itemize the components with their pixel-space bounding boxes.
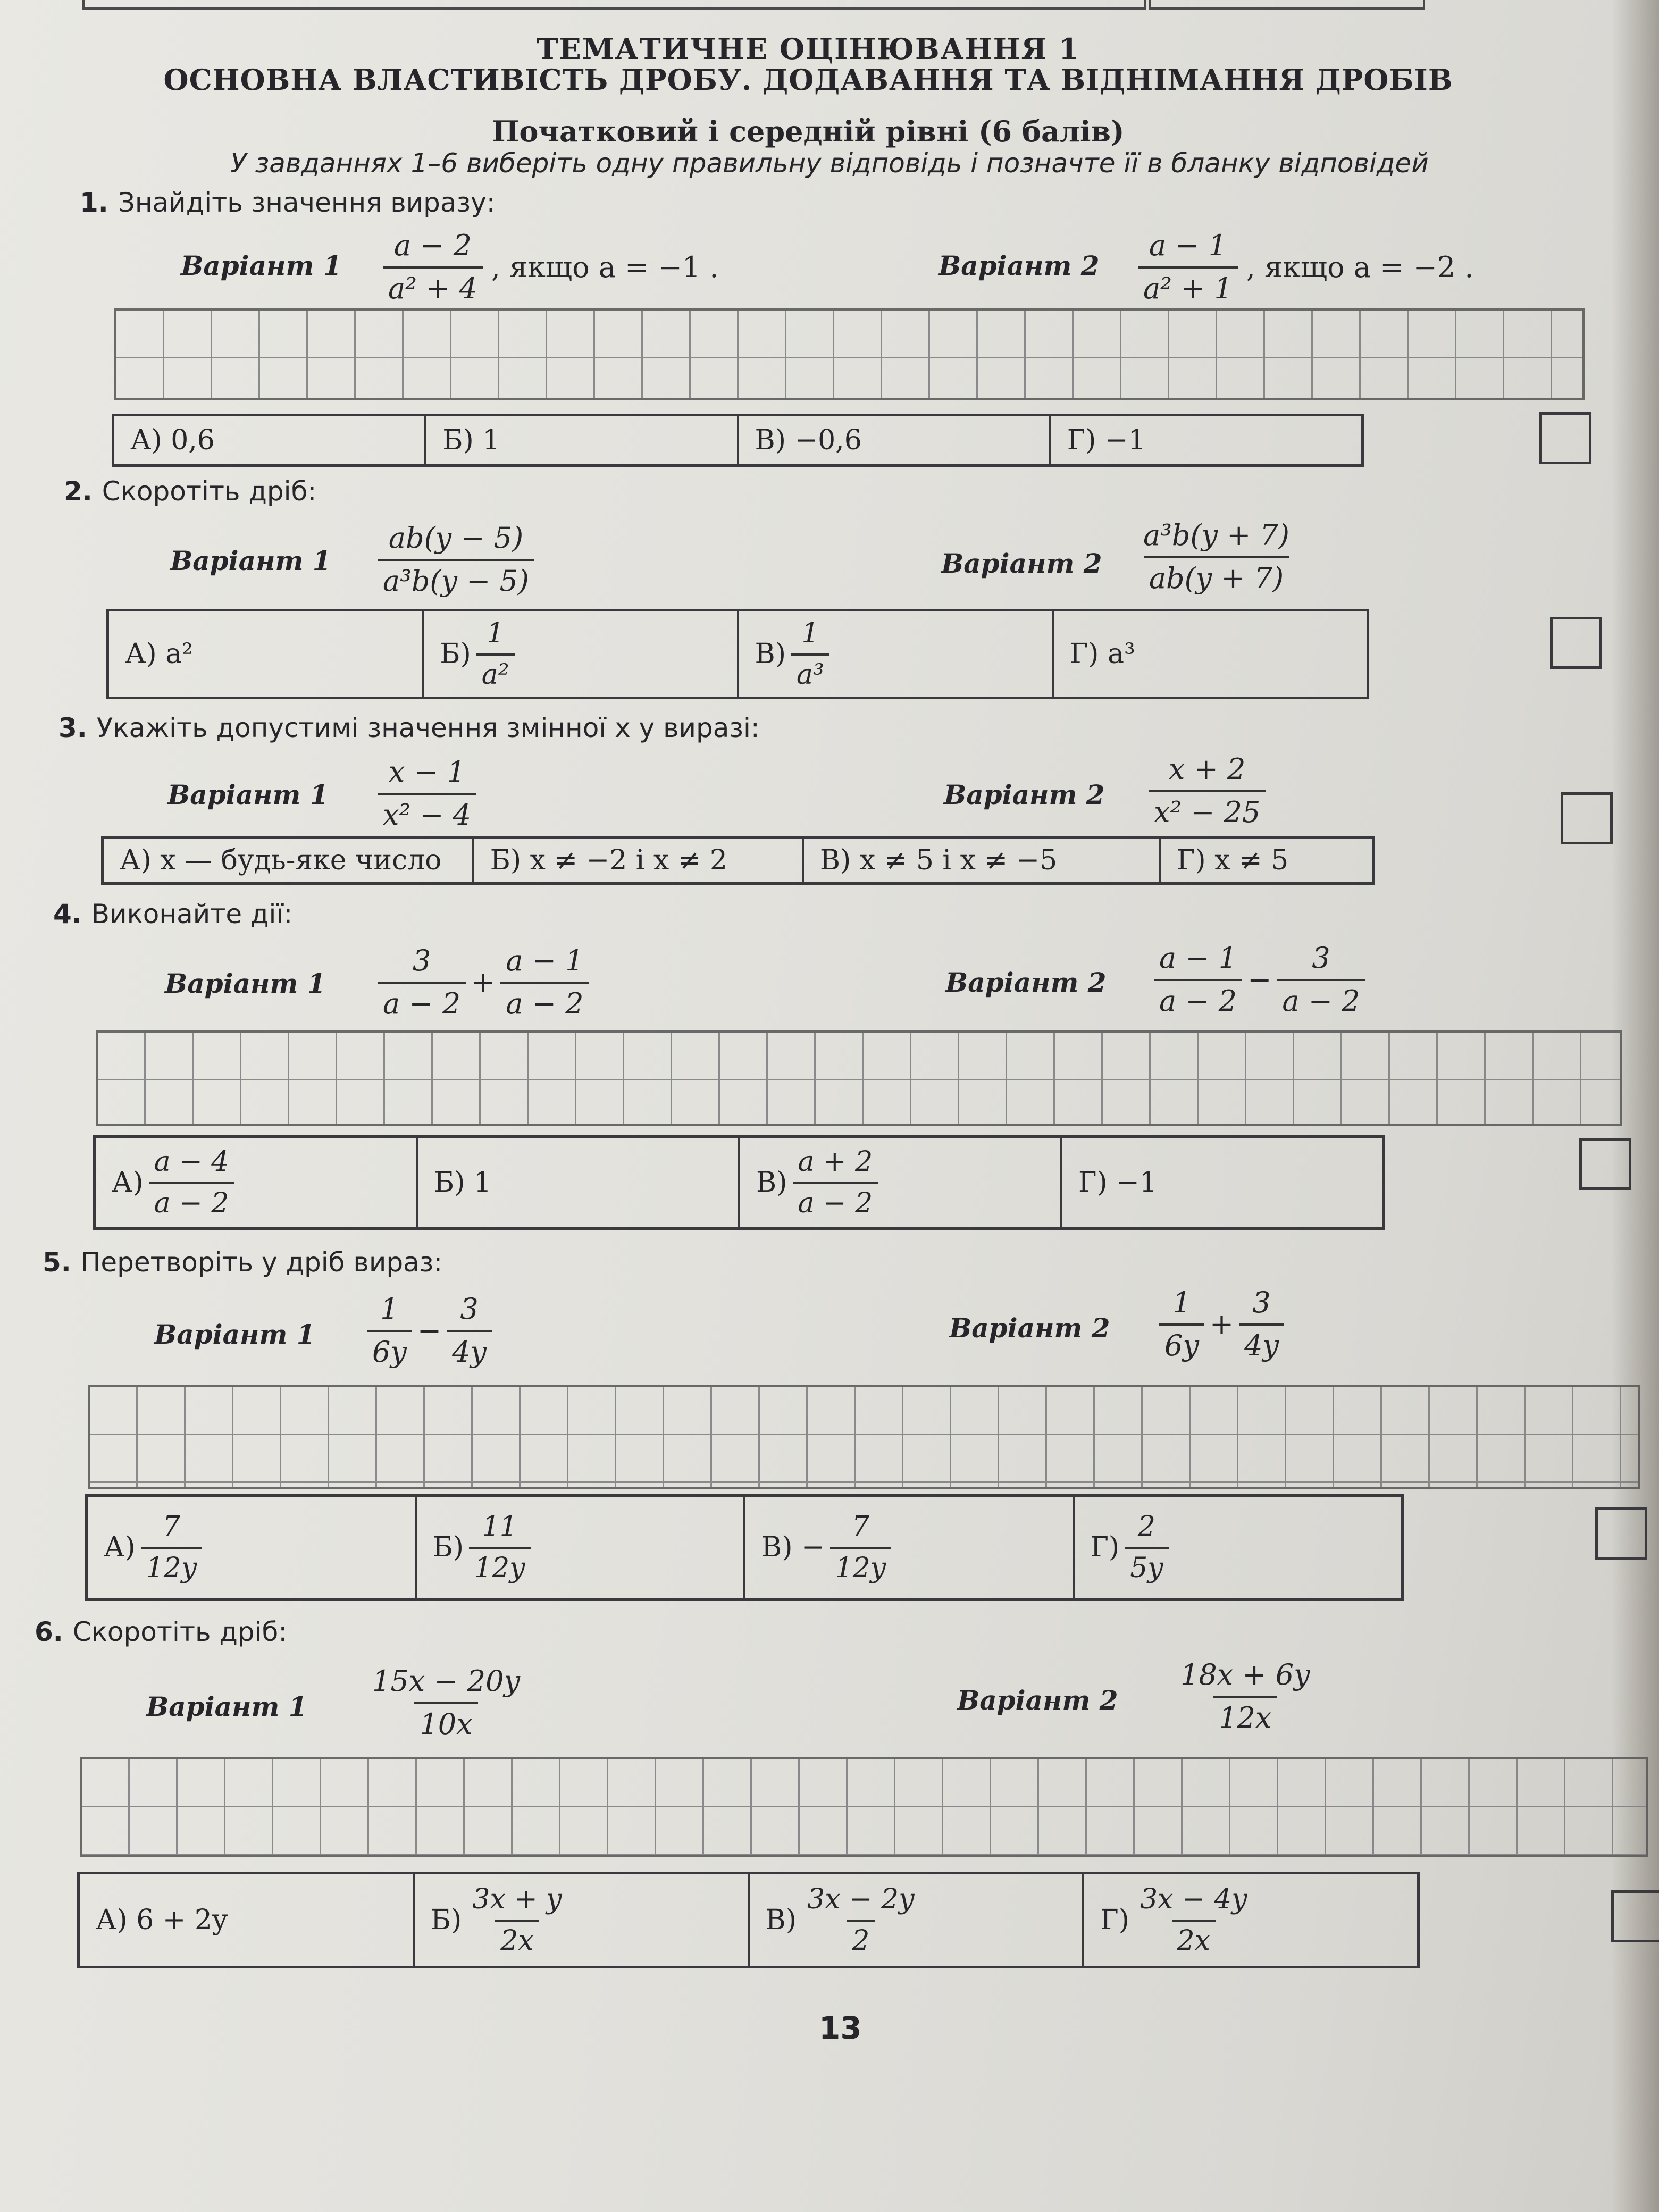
numerator: 3 [460, 1292, 479, 1326]
question-number: 5. [43, 1247, 71, 1278]
variant-2-label: Варіант 2 [944, 779, 1105, 810]
numerator: a − 1 [506, 944, 584, 977]
answer-option-d[interactable]: Г) −1 [1078, 1167, 1157, 1199]
answer-option-b[interactable]: Б) x ≠ −2 і x ≠ 2 [474, 839, 804, 882]
denominator: a³b(y − 5) [378, 559, 534, 598]
question-3-title [58, 713, 760, 743]
numerator: a + 2 [798, 1146, 873, 1178]
answer-option-d[interactable]: Г) a³ [1069, 638, 1135, 670]
option-label: Г) [1090, 1531, 1120, 1563]
option-label: В) [765, 1904, 797, 1936]
numerator: 3 [412, 944, 431, 977]
operator: + [1209, 1307, 1234, 1341]
answer-option-d[interactable] [1075, 1497, 1402, 1598]
variant-2-label: Варіант 2 [949, 1312, 1110, 1344]
numerator: 3x − 4y [1139, 1883, 1247, 1915]
answer-option-c[interactable] [750, 1874, 1085, 1966]
q5-answer-checkbox[interactable] [1595, 1507, 1647, 1560]
answer-option-a[interactable]: А) 0,6 [114, 416, 426, 464]
condition: , якщо a = −2 . [1246, 250, 1474, 284]
numerator: 2 [1137, 1511, 1155, 1543]
q6-v1-expression [362, 1664, 531, 1741]
denominator: a − 2 [793, 1182, 878, 1219]
question-4-title [53, 899, 292, 929]
question-6-title [35, 1616, 287, 1647]
denominator: 4y [447, 1330, 492, 1369]
variant-1-label: Варіант 1 [170, 545, 331, 576]
answer-option-c[interactable] [745, 1497, 1075, 1598]
answer-option-c[interactable] [740, 1138, 1062, 1227]
q2-answer-checkbox[interactable] [1550, 617, 1602, 669]
q6-answer-checkbox[interactable] [1611, 1890, 1659, 1942]
answer-option-d[interactable]: Г) −1 [1067, 424, 1146, 456]
answer-option-a[interactable]: А) x — будь-яке число [104, 839, 474, 882]
denominator: 12x [1213, 1696, 1277, 1735]
option-label: В) [756, 1167, 787, 1199]
q4-answer-options [93, 1135, 1385, 1230]
numerator: 3x + y [472, 1883, 562, 1915]
denominator: a − 2 [1277, 979, 1365, 1018]
variant-2-label: Варіант 2 [945, 967, 1107, 998]
variant-1-label: Варіант 1 [146, 1691, 307, 1722]
question-5-title [43, 1247, 442, 1278]
question-1-title [80, 187, 496, 218]
previous-table-border-right [1149, 0, 1425, 10]
answer-option-b[interactable] [424, 611, 739, 697]
denominator: 2x [1172, 1920, 1216, 1957]
q5-answer-options [85, 1494, 1404, 1601]
condition: , якщо a = −1 . [491, 250, 719, 284]
numerator: a³b(y + 7) [1143, 518, 1289, 552]
numerator: a − 1 [1149, 229, 1227, 262]
operator: − [417, 1313, 442, 1347]
question-text: Скоротіть дріб: [102, 476, 317, 507]
numerator: 18x + 6y [1180, 1658, 1310, 1691]
numerator: a − 4 [154, 1146, 229, 1178]
question-text: Знайдіть значення виразу: [118, 187, 496, 218]
answer-option-a[interactable]: А) a² [109, 611, 424, 697]
q3-answer-options [101, 836, 1375, 885]
denominator: 5y [1125, 1547, 1168, 1584]
denominator: x² − 4 [378, 793, 476, 832]
q1-v2-expression [1133, 229, 1474, 305]
q3-v2-expression [1143, 752, 1271, 829]
denominator: a² + 4 [383, 266, 483, 305]
question-2-title [64, 476, 316, 507]
numerator: 1 [1172, 1286, 1191, 1319]
variant-1-label: Варіант 1 [181, 250, 342, 281]
denominator: ab(y + 7) [1144, 556, 1289, 595]
q6-work-grid[interactable] [80, 1757, 1648, 1857]
answer-option-d[interactable]: Г) x ≠ 5 [1176, 844, 1289, 876]
answer-option-a[interactable]: А) 6 + 2y [80, 1874, 415, 1966]
answer-option-a[interactable] [96, 1138, 418, 1227]
answer-option-a[interactable] [88, 1497, 417, 1598]
q3-v1-expression [372, 755, 482, 832]
q6-v2-expression [1170, 1658, 1321, 1735]
denominator: 2 [847, 1920, 875, 1957]
q1-v1-expression [378, 229, 719, 305]
variant-1-label: Варіант 1 [154, 1319, 315, 1350]
denominator: a² [476, 653, 515, 691]
q5-work-grid[interactable] [88, 1385, 1640, 1489]
numerator: a − 2 [393, 229, 472, 262]
page-title: ТЕМАТИЧНЕ ОЦІНЮВАННЯ 1 [537, 32, 1080, 66]
denominator: 10x [414, 1702, 477, 1741]
denominator: 12y [830, 1547, 892, 1584]
q5-v1-expression [362, 1292, 497, 1369]
denominator: a − 2 [500, 982, 589, 1020]
denominator: 2x [495, 1920, 539, 1957]
q4-v1-expression [372, 944, 594, 1020]
operator: + [471, 965, 496, 999]
answer-option-b[interactable] [417, 1497, 746, 1598]
question-text: Укажіть допустимі значення змінної x у виразі: [96, 713, 760, 743]
q2-v2-expression [1133, 518, 1300, 595]
question-text: Перетворіть у дріб вираз: [80, 1247, 443, 1278]
denominator: 12y [141, 1547, 203, 1584]
q4-v2-expression [1149, 941, 1371, 1018]
q1-answer-checkbox[interactable] [1539, 412, 1591, 464]
numerator: x − 1 [388, 755, 466, 789]
question-number: 4. [53, 899, 82, 929]
q1-answer-options [112, 414, 1364, 467]
q1-work-grid[interactable] [114, 308, 1585, 400]
q5-v2-expression [1154, 1286, 1289, 1362]
answer-option-b[interactable]: Б) 1 [418, 1138, 740, 1227]
q2-v1-expression [372, 521, 540, 598]
q4-work-grid[interactable] [96, 1030, 1622, 1126]
numerator: 7 [851, 1511, 869, 1543]
question-text: Скоротіть дріб: [72, 1616, 288, 1647]
denominator: a − 2 [1154, 979, 1242, 1018]
level-heading: Початковий і середній рівні (6 балів) [492, 114, 1125, 148]
numerator: 11 [482, 1511, 517, 1543]
denominator: a³ [791, 653, 830, 691]
numerator: 1 [801, 617, 819, 649]
numerator: 3x − 2y [807, 1883, 915, 1915]
denominator: 12y [469, 1547, 531, 1584]
question-text: Виконайте дії: [91, 899, 293, 929]
option-label: А) [104, 1531, 136, 1563]
question-number: 1. [80, 187, 108, 218]
answer-option-b[interactable] [415, 1874, 750, 1966]
answer-option-c[interactable] [739, 611, 1054, 697]
numerator: a − 1 [1159, 941, 1237, 975]
denominator: a − 2 [378, 982, 466, 1020]
option-label: Б) [432, 1531, 464, 1563]
denominator: 6y [367, 1330, 412, 1369]
option-label: В) [755, 638, 786, 670]
question-number: 3. [58, 713, 87, 743]
question-number: 2. [64, 476, 93, 507]
variant-2-label: Варіант 2 [939, 250, 1100, 281]
option-label: Б) [430, 1904, 462, 1936]
q2-answer-options [106, 609, 1369, 699]
option-label: Б) [440, 638, 471, 670]
option-label: Г) [1100, 1904, 1129, 1936]
numerator: 3 [1252, 1286, 1271, 1319]
variant-2-label: Варіант 2 [941, 548, 1102, 579]
numerator: 1 [487, 617, 505, 649]
numerator: 15x − 20y [372, 1664, 520, 1698]
variant-1-label: Варіант 1 [165, 968, 326, 999]
q3-answer-checkbox[interactable] [1561, 792, 1613, 844]
variant-1-label: Варіант 1 [167, 779, 329, 810]
page-subtitle: ОСНОВНА ВЛАСТИВІСТЬ ДРОБУ. ДОДАВАННЯ ТА ВІДНІМАННЯ ДРОБІВ [163, 63, 1453, 97]
denominator: 6y [1159, 1323, 1204, 1362]
q6-answer-options [77, 1872, 1420, 1968]
numerator: x + 2 [1169, 752, 1246, 786]
instruction-text: У завданнях 1–6 виберіть одну правильну відповідь і позначте її в бланку відповідей [230, 148, 1429, 179]
numerator: 3 [1312, 941, 1330, 975]
option-label: В) − [761, 1531, 825, 1563]
numerator: 7 [162, 1511, 180, 1543]
question-number: 6. [35, 1616, 63, 1647]
q4-answer-checkbox[interactable] [1579, 1138, 1631, 1190]
denominator: a² + 1 [1138, 266, 1238, 305]
denominator: x² − 25 [1149, 790, 1266, 829]
variant-2-label: Варіант 2 [957, 1685, 1118, 1716]
previous-table-border [82, 0, 1146, 10]
denominator: 4y [1239, 1323, 1284, 1362]
answer-option-d[interactable] [1084, 1874, 1417, 1966]
page-number: 13 [819, 2010, 862, 2046]
option-label: А) [112, 1167, 144, 1199]
operator: − [1247, 962, 1272, 996]
numerator: ab(y − 5) [388, 521, 524, 555]
answer-option-b[interactable]: Б) 1 [426, 416, 739, 464]
denominator: a − 2 [149, 1182, 234, 1219]
answer-option-c[interactable]: В) −0,6 [739, 416, 1051, 464]
numerator: 1 [380, 1292, 399, 1326]
answer-option-c[interactable]: В) x ≠ 5 і x ≠ −5 [804, 839, 1161, 882]
